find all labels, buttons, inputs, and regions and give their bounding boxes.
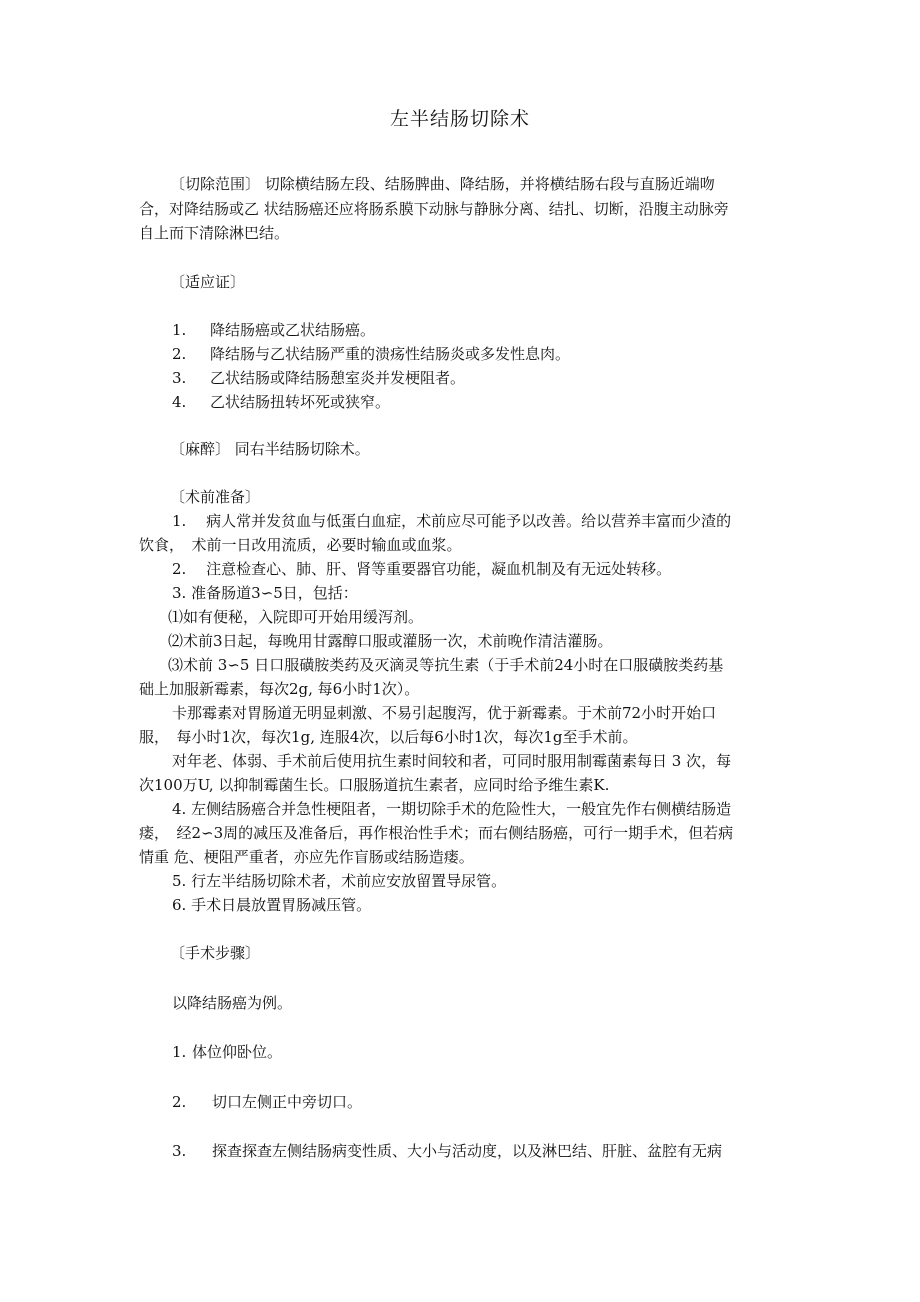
- elderly-line-2: 次100万U, 以抑制霉菌生长。口服肠道抗生素者，应同时给予维生素K.: [139, 776, 610, 794]
- prep-item-4-line-2: 瘘， 经2∽3周的减压及准备后，再作根治性手术；而右侧结肠癌，可行一期手术，但若病: [139, 824, 734, 842]
- indication-text: 乙状结肠扭转坏死或狭窄。: [210, 393, 391, 411]
- prep-item-3-sub-1: ⑴如有便秘，入院即可开始用缓泻剂。: [168, 608, 424, 626]
- prep-item-3-sub-2: ⑵术前3日起，每晚用甘露醇口服或灌肠一次，术前晚作清洁灌肠。: [168, 632, 613, 650]
- indication-text: 乙状结肠或降结肠憩室炎并发梗阻者。: [210, 369, 466, 387]
- scope-line-1: 〔切除范围〕 切除横结肠左段、结肠脾曲、降结肠，并将横结肠右段与直肠近端吻: [170, 175, 715, 193]
- kanamycin-line-2: 服， 每小时1次，每次1g, 连服4次，以后每6小时1次，每次1g至手术前。: [139, 728, 638, 746]
- scope-line-3: 自上而下清除淋巴结。: [139, 224, 290, 242]
- step-number: 2.: [172, 1093, 187, 1111]
- kanamycin-line-1: 卡那霉素对胃肠道无明显刺激、不易引起腹泻，优于新霉素。于术前72小时开始口: [172, 704, 717, 722]
- prep-item-1-line-2: 饮食， 术前一日改用流质，必要时输血或血浆。: [139, 536, 462, 554]
- prep-item-3-sub-3-line-2: 础上加服新霉素，每次2g, 每6小时1次）。: [139, 680, 420, 698]
- step-number: 3.: [172, 1142, 187, 1160]
- indication-text: 降结肠癌或乙状结肠癌。: [210, 321, 376, 339]
- indication-number: 1.: [172, 321, 187, 339]
- indication-item: [172, 368, 465, 388]
- prep-item-3-sub-3-line-1: ⑶术前 3∽5 日口服磺胺类药及灭滴灵等抗生素（于手术前24小时在口服磺胺类药基: [168, 656, 724, 674]
- indication-item: [172, 320, 375, 340]
- prep-item-1-line-1: 1. 病人常并发贫血与低蛋白血症，术前应尽可能予以改善。给以营养丰富而少渣的: [172, 512, 732, 530]
- prep-item-2: 2. 注意检查心、肺、肝、肾等重要器官功能，凝血机制及有无远处转移。: [172, 560, 672, 578]
- scope-line-2: 合，对降结肠或乙 状结肠癌还应将肠系膜下动脉与静脉分离、结扎、切断，沿腹主动脉旁: [139, 200, 729, 218]
- step-text: 切口左侧正中旁切口。: [212, 1093, 363, 1111]
- prep-item-4-line-3: 情重 危、梗阻严重者，亦应先作盲肠或结肠造瘘。: [139, 848, 474, 866]
- document-title: 左半结肠切除术: [389, 108, 530, 130]
- elderly-line-1: 对年老、体弱、手术前后使用抗生素时间较和者，可同时服用制霉菌素每日 3 次，每: [172, 752, 732, 770]
- prep-item-4-line-1: 4. 左侧结肠癌合并急性梗阻者，一期切除手术的危险性大，一般宜先作右侧横结肠造: [172, 800, 732, 818]
- step-item: [172, 1092, 362, 1112]
- indication-number: 4.: [172, 393, 187, 411]
- indication-item: [172, 344, 570, 364]
- indication-text: 降结肠与乙状结肠严重的溃疡性结肠炎或多发性息肉。: [210, 345, 571, 363]
- prep-heading: 〔术前准备〕: [170, 488, 261, 506]
- indication-heading: 〔适应证〕: [170, 273, 246, 291]
- prep-item-6: 6. 手术日晨放置胃肠减压管。: [172, 896, 372, 914]
- anesthesia-paragraph: 〔麻醉〕 同右半结肠切除术。: [170, 440, 370, 458]
- steps-intro: 以降结肠癌为例。: [172, 994, 293, 1012]
- step-number: 1.: [172, 1043, 187, 1061]
- step-text: 探查探查左侧结肠病变性质、大小与活动度，以及淋巴结、肝脏、盆腔有无病: [212, 1142, 723, 1160]
- step-item: [172, 1042, 282, 1062]
- indication-number: 3.: [172, 369, 187, 387]
- step-item: [172, 1141, 722, 1161]
- steps-heading: 〔手术步骤〕: [170, 944, 261, 962]
- prep-item-5: 5. 行左半结肠切除术者，术前应安放留置导尿管。: [172, 872, 507, 890]
- indication-number: 2.: [172, 345, 187, 363]
- prep-item-3: 3. 准备肠道3∽5日，包括：: [172, 584, 358, 602]
- step-text: 体位仰卧位。: [192, 1043, 283, 1061]
- indication-item: [172, 392, 390, 412]
